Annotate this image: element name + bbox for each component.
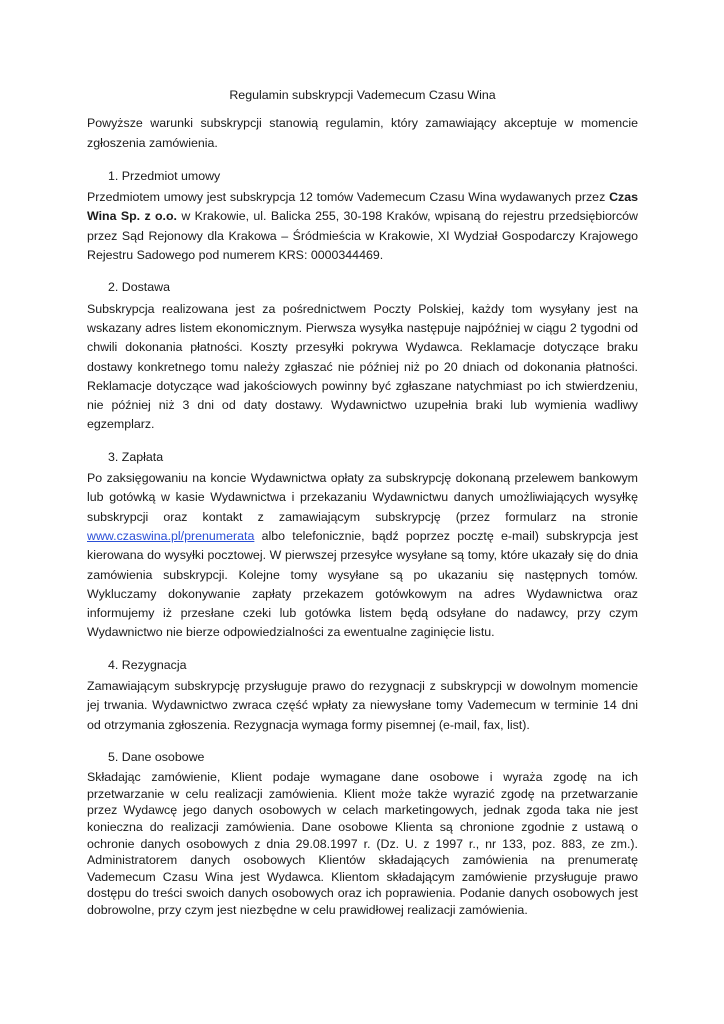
section-body	[87, 469, 638, 643]
subscription-link[interactable]: www.czaswina.pl/prenumerata	[87, 528, 255, 543]
section-text: w Krakowie, ul. Balicka 255, 30-198 Kraków, wpisaną do rejestru przedsiębiorców przez Sąd Rejonowy dla Krakowa – Śródmieścia w Krakowie, XI Wydział Gospodarczy Krajowego Rejestru Sadowego pod numerem KRS: 0000344469.	[87, 209, 639, 263]
company-name: Czas Wina Sp. z o.o.	[87, 190, 638, 224]
intro-paragraph: Powyższe warunki subskrypcji stanowią regulamin, który zamawiający akceptuje w momencie zgłoszenia zamówienia.	[87, 116, 638, 150]
section-heading: 3. Zapłata	[108, 449, 164, 464]
section-heading: 2. Dostawa	[108, 280, 170, 295]
section-resignation	[87, 656, 638, 735]
section-body	[87, 188, 638, 265]
section-delivery	[87, 278, 638, 434]
section-text: Po zaksięgowaniu na koncie Wydawnictwa opłaty za subskrypcję dokonaną przelewem bankowym lub gotówką w kasie Wydawnictwa i przekazaniu Wydawnictwu danych umożliwiających wysyłkę subskrypcji oraz kontakt z zamawiającym subskrypcję (przez formularz na stronie	[87, 471, 638, 524]
section-heading: 5. Dane osobowe	[108, 749, 205, 764]
section-heading: 1. Przedmiot umowy	[108, 168, 221, 183]
document-title: Regulamin subskrypcji Vademecum Czasu Wina	[229, 88, 496, 102]
section-subject	[87, 167, 638, 265]
section-body: Składając zamówienie, Klient podaje wymagane dane osobowe i wyraża zgodę na ich przetwarzanie w celu realizacji zamówienia. Klient może także wyrazić zgodę na przetwarzanie przez Wydawcę jego danych osobowych w celach marketingowych, jednak zgoda taka nie jest konieczna do realizacji zamówienia. Dane osobowe Klienta są chronione zgodnie z ustawą o ochronie danych osobowych z dnia 29.08.1997 r. (Dz. U. z 1997 r., nr 133, poz. 883, ze zm.). Administratorem danych osobowych Klientów składających zamówienia na prenumeratę Vademecum Czasu Wina jest Wydawca. Klientom składającym zamówienie przysługuje prawo dostępu do treści swoich danych osobowych oraz ich poprawienia. Podanie danych osobowych jest dobrowolne, przy czym jest niezbędne w celu prawidłowej realizacji zamówienia.	[87, 770, 638, 917]
section-payment	[87, 448, 638, 643]
section-body: Subskrypcja realizowana jest za pośrednictwem Poczty Polskiej, każdy tom wysyłany jest na wskazany adres listem ekonomicznym. Pierwsza wysyłka następuje najpóźniej w ciągu 2 tygodni od chwili dokonania płatności. Koszty przesyłki pokrywa Wydawca. Reklamacje dotyczące braku dostawy konkretnego tomu należy zgłaszać nie później niż po 20 dniach od dokonania płatności. Reklamacje dotyczące wad jakościowych powinny być zgłaszane natychmiast po ich stwierdzeniu, nie później niż 3 dni od daty dostawy. Wydawnictwo uzupełnia braki lub wymienia wadliwy egzemplarz.	[87, 301, 638, 432]
section-personal-data	[87, 748, 638, 919]
section-text: albo telefonicznie, bądź poprzez pocztę e-mail) subskrypcja jest kierowana do wysyłki pocztowej. W pierwszej przesyłce wysyłane są tomy, które ukazały się do dnia zamówienia subskrypcji. Kolejne tomy wysyłane są po ukazaniu się następnych tomów. Wykluczamy dokonywanie zapłaty przekazem gotówkowym na adres Wydawnictwa oraz informujemy iż przesłane czeki lub gotówka listem będą odsyłane do nadawcy, przy czym Wydawnictwo nie bierze odpowiedzialności za ewentualne zaginięcie listu.	[87, 528, 638, 640]
section-body: Zamawiającym subskrypcję przysługuje prawo do rezygnacji z subskrypcji w dowolnym momencie jej trwania. Wydawnictwo zwraca część wpłaty za niewysłane tomy Vademecum w terminie 14 dni od otrzymania zgłoszenia. Rezygnacja wymaga formy pisemnej (e-mail, fax, list).	[87, 679, 638, 732]
section-heading: 4. Rezygnacja	[108, 657, 187, 672]
document-page	[87, 86, 638, 932]
section-text: Przedmiotem umowy jest subskrypcja 12 tomów Vademecum Czasu Wina wydawanych przez	[87, 190, 610, 205]
